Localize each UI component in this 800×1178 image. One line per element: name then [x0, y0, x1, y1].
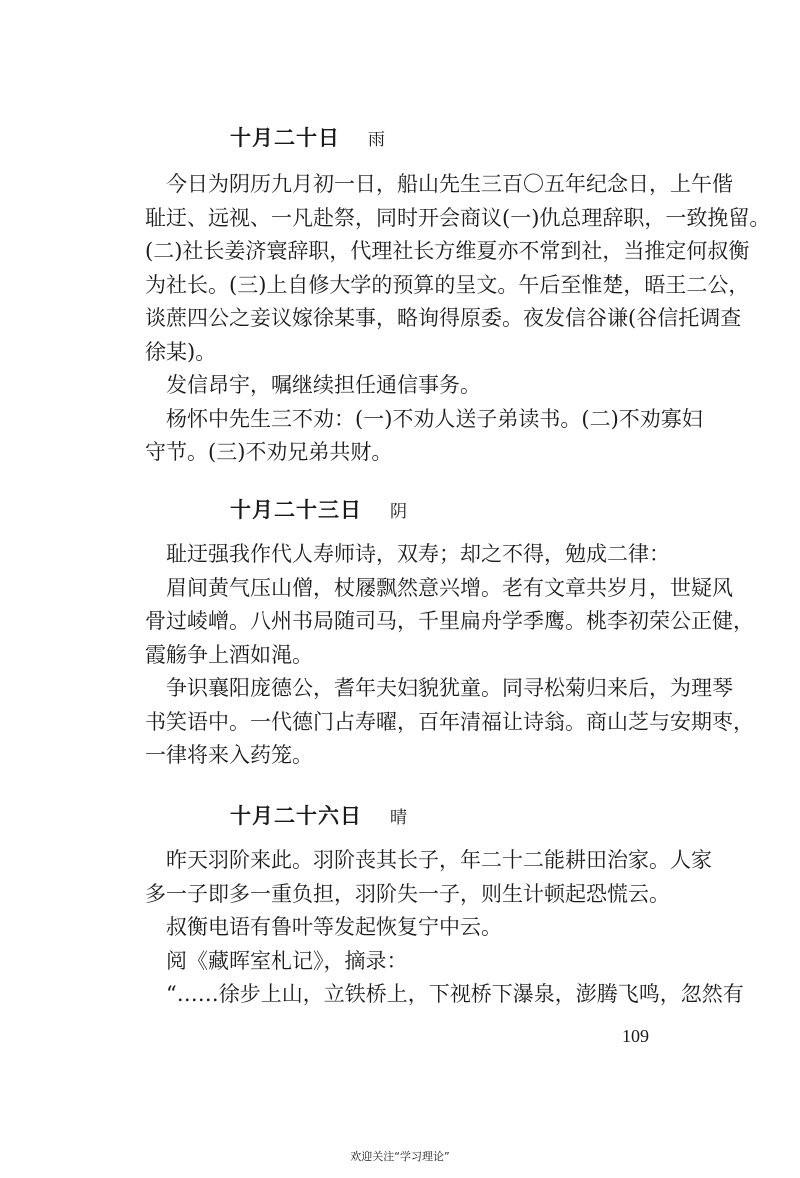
text-line: 今日为阴历九月初一日，船山先生三百〇五年纪念日，上午偕	[166, 172, 733, 196]
entry-heading-3	[230, 800, 408, 830]
text-line: 杨怀中先生三不劝：(一)不劝人送子弟读书。(二)不劝寡妇	[166, 406, 703, 431]
text-line: 眉间黄气压山僧，杖屦飘然意兴增。老有文章共岁月，世疑风	[166, 575, 733, 600]
text-line: 守节。(三)不劝兄弟共财。	[145, 440, 393, 464]
text-line: “……徐步上山，立铁桥上，下视桥下瀑泉，澎腾飞鸣，忽然有	[166, 982, 744, 1006]
entry-heading-1	[230, 122, 386, 152]
entry-body-3	[145, 844, 744, 1012]
text-line: 耻迂、远视、一凡赴祭，同时开会商议(一)仇总理辞职，一致挽留。	[145, 205, 771, 230]
entry-date: 十月二十六日	[230, 803, 362, 828]
text-line: 一律将来入药笼。	[145, 743, 313, 767]
text-line: 谈蔗四公之妾议嫁徐某事，略询得原委。夜发信谷谦(谷信托调查	[145, 306, 742, 330]
text-line: 耻迂强我作代人寿师诗，双寿；却之不得，勉成二律：	[166, 542, 670, 566]
entry-date: 十月二十三日	[230, 497, 362, 522]
text-line: 为社长。(三)上自修大学的预算的呈文。午后至惟楚，晤王二公，	[145, 272, 750, 297]
page-number: 109	[622, 1026, 649, 1046]
entry-weather: 阴	[390, 502, 408, 522]
text-line: (二)社长姜济寰辞职，代理社长方维夏亦不常到社，当推定何叔衡	[145, 239, 750, 263]
text-line: 发信昂宇，嘱继续担任通信事务。	[166, 373, 481, 397]
text-line: 争识襄阳庞德公，耆年夫妇貌犹童。同寻松菊归来后，为理琴	[166, 676, 733, 700]
entry-weather: 雨	[368, 130, 386, 150]
text-line: 多一子即多一重负担，羽阶失一子，则生计顿起恐慌云。	[145, 881, 670, 906]
text-line: 骨过崚嶒。八州书局随司马，千里扁舟学季鹰。桃李初荣公正健，	[145, 609, 754, 633]
entry-body-1	[145, 168, 771, 470]
text-line: 叔衡电语有鲁叶等发起恢复宁中云。	[166, 915, 502, 939]
text-line: 书笑语中。一代德门占寿曜，百年清福让诗翁。商山芝与安期枣，	[145, 709, 754, 734]
text-line: 阅《藏晖室札记》，摘录：	[166, 948, 408, 973]
entry-heading-2	[230, 494, 408, 524]
entry-body-2	[145, 538, 754, 773]
entry-date: 十月二十日	[230, 125, 340, 150]
footer-watermark: 欢迎关注“学习理论”	[350, 1150, 450, 1163]
text-line: 霞觞争上酒如渑。	[145, 642, 313, 667]
entry-weather: 晴	[390, 808, 408, 828]
text-line: 徐某)。	[145, 339, 217, 364]
text-line: 昨天羽阶来此。羽阶丧其长子，年二十二能耕田治家。人家	[166, 848, 712, 872]
